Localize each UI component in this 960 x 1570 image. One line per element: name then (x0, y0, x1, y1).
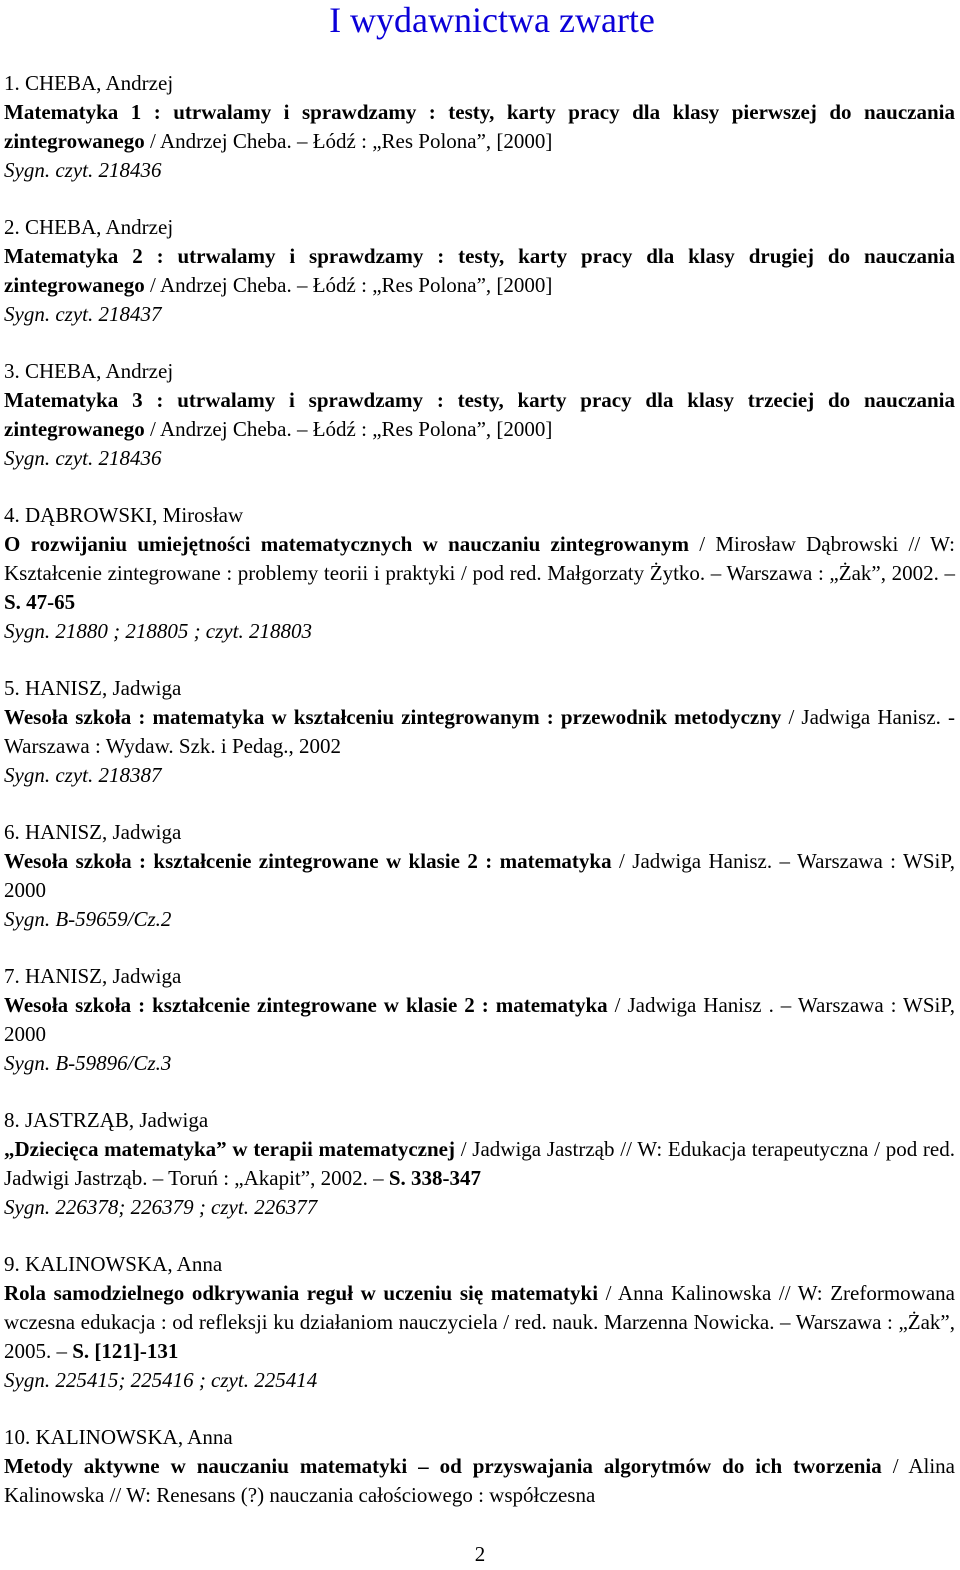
bibliography-entry (4, 501, 955, 646)
page-number: 2 (474, 1542, 486, 1566)
entry-number: 10. (4, 1425, 31, 1449)
bibliography-entry (4, 962, 955, 1078)
entry-number: 5. (4, 676, 20, 700)
entry-author: HANISZ, Jadwiga (25, 964, 182, 988)
bibliography-entry (4, 357, 955, 473)
entry-details: / Andrzej Cheba. – Łódź : „Res Polona”, [2000] (144, 129, 553, 153)
entry-details: / Alina Kalinowska // W: Renesans (?) nauczania całościowego : współczesna (4, 1454, 955, 1507)
entry-author: HANISZ, Jadwiga (25, 676, 182, 700)
entry-title: Rola samodzielnego odkrywania reguł w uczeniu się matematyki (4, 1281, 599, 1305)
entry-details: / Anna Kalinowska // W: Zreformowana wczesna edukacja : od refleksji ku działaniom nauczyciela / red. nauk. Marzenna Nowicka. – Warszawa : „Żak”, 2005. – (4, 1281, 955, 1363)
bibliography-entry (4, 1106, 955, 1222)
bibliography-entry (4, 818, 955, 934)
entry-signature: Sygn. czyt. 218436 (4, 446, 162, 470)
entry-author: CHEBA, Andrzej (25, 71, 174, 95)
entry-author: JASTRZĄB, Jadwiga (25, 1108, 209, 1132)
bibliography-entry (4, 674, 955, 790)
entry-title: Wesoła szkoła : kształcenie zintegrowane w klasie 2 : matematyka (4, 849, 612, 873)
entry-number: 1. (4, 71, 20, 95)
entry-title: Matematyka 1 : utrwalamy i sprawdzamy : testy, karty pracy dla klasy pierwszej do nauczania zintegrowanego (4, 100, 955, 153)
entry-pages: S. [121]-131 (72, 1339, 179, 1363)
page-title: I wydawnictwa zwarte (329, 0, 655, 40)
entry-number: 4. (4, 503, 20, 527)
entry-details: / Mirosław Dąbrowski // W: Kształcenie zintegrowane : problemy teorii i praktyki / pod red. Małgorzaty Żytko. – Warszawa : „Żak”, 2002. – (4, 532, 956, 585)
entry-author: CHEBA, Andrzej (25, 359, 174, 383)
entry-pages: S. 47-65 (4, 590, 76, 614)
entry-pages: S. 338-347 (388, 1166, 482, 1190)
entry-details: / Andrzej Cheba. – Łódź : „Res Polona”, [2000] (144, 417, 553, 441)
entry-author: KALINOWSKA, Anna (35, 1425, 233, 1449)
entry-title: Wesoła szkoła : matematyka w kształceniu zintegrowanym : przewodnik metodyczny (4, 705, 782, 729)
bibliography-entry (4, 1250, 955, 1395)
entry-details: / Jadwiga Hanisz. – Warszawa : WSiP, 2000 (4, 849, 955, 902)
entry-author: HANISZ, Jadwiga (25, 820, 182, 844)
entry-signature: Sygn. B-59896/Cz.3 (4, 1051, 172, 1075)
entry-details: / Jadwiga Hanisz . – Warszawa : WSiP, 2000 (4, 993, 955, 1046)
entry-signature: Sygn. czyt. 218437 (4, 302, 162, 326)
entry-signature: Sygn. 21880 ; 218805 ; czyt. 218803 (4, 619, 312, 643)
entry-author: DĄBROWSKI, Mirosław (25, 503, 244, 527)
bibliography-entry (4, 1423, 955, 1510)
entry-details: / Andrzej Cheba. – Łódź : „Res Polona”, [2000] (144, 273, 553, 297)
entry-number: 3. (4, 359, 20, 383)
entry-title: Matematyka 3 : utrwalamy i sprawdzamy : testy, karty pracy dla klasy trzeciej do nauczania zintegrowanego (4, 388, 955, 441)
bibliography-entry (4, 213, 955, 329)
entry-number: 7. (4, 964, 20, 988)
entry-details: / Jadwiga Jastrząb // W: Edukacja terapeutyczna / pod red. Jadwigi Jastrząb. – Toruń : „Akapit”, 2002. – (4, 1137, 955, 1190)
entry-signature: Sygn. B-59659/Cz.2 (4, 907, 172, 931)
entry-signature: Sygn. czyt. 218436 (4, 158, 162, 182)
entry-number: 8. (4, 1108, 20, 1132)
bibliography-list (4, 69, 955, 1538)
entry-signature: Sygn. 226378; 226379 ; czyt. 226377 (4, 1195, 318, 1219)
entry-author: CHEBA, Andrzej (25, 215, 174, 239)
entry-signature: Sygn. 225415; 225416 ; czyt. 225414 (4, 1368, 318, 1392)
entry-number: 6. (4, 820, 20, 844)
entry-title: „Dziecięca matematyka” w terapii matematycznej (4, 1137, 455, 1161)
entry-author: KALINOWSKA, Anna (25, 1252, 223, 1276)
entry-number: 9. (4, 1252, 20, 1276)
entry-title: Metody aktywne w nauczaniu matematyki – od przyswajania algorytmów do ich tworzenia (4, 1454, 882, 1478)
bibliography-entry (4, 69, 955, 185)
entry-signature: Sygn. czyt. 218387 (4, 763, 162, 787)
entry-title: O rozwijaniu umiejętności matematycznych w nauczaniu zintegrowanym (4, 532, 689, 556)
entry-title: Matematyka 2 : utrwalamy i sprawdzamy : testy, karty pracy dla klasy drugiej do nauczania zintegrowanego (4, 244, 955, 297)
entry-number: 2. (4, 215, 20, 239)
entry-details: / Jadwiga Hanisz. - Warszawa : Wydaw. Szk. i Pedag., 2002 (4, 705, 955, 758)
entry-title: Wesoła szkoła : kształcenie zintegrowane w klasie 2 : matematyka (4, 993, 608, 1017)
